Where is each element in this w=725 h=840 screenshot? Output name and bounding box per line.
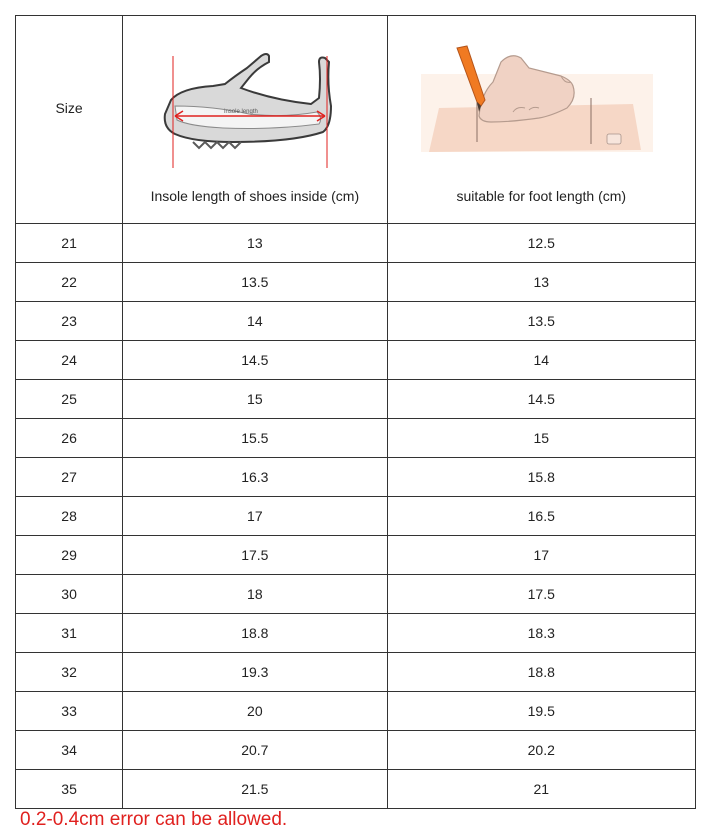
size-cell: 26: [16, 419, 123, 458]
insole-length-cell: 13: [123, 224, 387, 263]
foot-length-cell: 17.5: [387, 575, 695, 614]
foot-length-cell: 15.8: [387, 458, 695, 497]
insole-length-cell: 15: [123, 380, 387, 419]
foot-length-cell: 19.5: [387, 692, 695, 731]
header-foot-cell: [387, 16, 695, 224]
foot-column-label: suitable for foot length (cm): [456, 188, 627, 204]
size-column-label: Size: [55, 99, 83, 116]
insole-length-cell: 15.5: [123, 419, 387, 458]
size-cell: 35: [16, 770, 123, 809]
size-cell: 23: [16, 302, 123, 341]
table-row: [16, 692, 696, 731]
insole-length-cell: 18: [123, 575, 387, 614]
insole-column-label: Insole length of shoes inside (cm): [150, 188, 360, 204]
foot-measuring-icon: [421, 42, 653, 152]
foot-length-cell: 13.5: [387, 302, 695, 341]
size-cell: 28: [16, 497, 123, 536]
table-row: [16, 224, 696, 263]
foot-length-cell: 16.5: [387, 497, 695, 536]
table-row: [16, 302, 696, 341]
size-cell: 32: [16, 653, 123, 692]
size-cell: 29: [16, 536, 123, 575]
table-row: [16, 458, 696, 497]
size-cell: 22: [16, 263, 123, 302]
foot-length-cell: 14.5: [387, 380, 695, 419]
foot-length-cell: 20.2: [387, 731, 695, 770]
insole-length-cell: 20: [123, 692, 387, 731]
table-row: [16, 731, 696, 770]
table-row: [16, 263, 696, 302]
table-row: [16, 536, 696, 575]
insole-length-cell: 20.7: [123, 731, 387, 770]
table-row: [16, 497, 696, 536]
tolerance-note: 0.2-0.4cm error can be allowed.: [20, 809, 288, 830]
insole-length-cell: 13.5: [123, 263, 387, 302]
insole-length-cell: 18.8: [123, 614, 387, 653]
table-row: [16, 770, 696, 809]
table-row: [16, 380, 696, 419]
insole-length-cell: 14.5: [123, 341, 387, 380]
foot-length-cell: 21: [387, 770, 695, 809]
size-cell: 25: [16, 380, 123, 419]
size-cell: 33: [16, 692, 123, 731]
insole-length-cell: 21.5: [123, 770, 387, 809]
size-cell: 24: [16, 341, 123, 380]
table-row: [16, 653, 696, 692]
table-row: [16, 419, 696, 458]
insole-length-cell: 16.3: [123, 458, 387, 497]
insole-length-cell: 17: [123, 497, 387, 536]
size-cell: 31: [16, 614, 123, 653]
insole-length-cell: 14: [123, 302, 387, 341]
foot-length-cell: 14: [387, 341, 695, 380]
insole-length-cell: 19.3: [123, 653, 387, 692]
size-cell: 27: [16, 458, 123, 497]
header-size-cell: [16, 16, 123, 224]
insole-length-cell: 17.5: [123, 536, 387, 575]
foot-length-cell: 18.8: [387, 653, 695, 692]
table-row: [16, 614, 696, 653]
table-row: [16, 341, 696, 380]
shoe-cross-section-icon: [153, 48, 343, 168]
header-row: [16, 16, 696, 224]
foot-length-cell: 18.3: [387, 614, 695, 653]
size-chart-table: [15, 15, 696, 809]
foot-length-cell: 13: [387, 263, 695, 302]
header-insole-cell: [123, 16, 387, 224]
foot-length-cell: 15: [387, 419, 695, 458]
foot-length-cell: 12.5: [387, 224, 695, 263]
foot-length-cell: 17: [387, 536, 695, 575]
size-cell: 34: [16, 731, 123, 770]
size-cell: 21: [16, 224, 123, 263]
table-row: [16, 575, 696, 614]
size-cell: 30: [16, 575, 123, 614]
insole-figure-caption: insole length: [224, 109, 259, 115]
